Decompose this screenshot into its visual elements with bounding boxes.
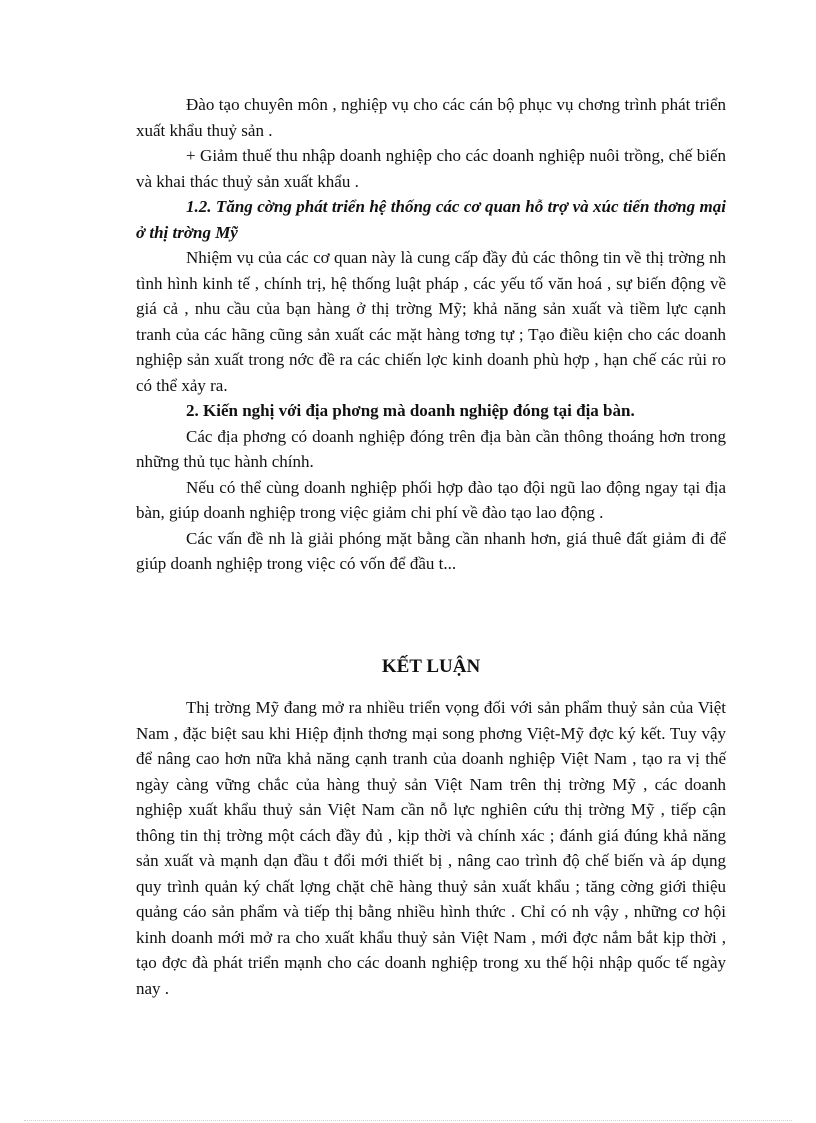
page-bottom-divider	[24, 1120, 792, 1121]
paragraph-local-training: Nếu có thể cùng doanh nghiệp phối hợp đào tạo đội ngũ lao động ngay tại địa bàn, giúp doanh nghiệp trong việc giảm chi phí về đào tạo lao động .	[136, 477, 726, 522]
subheading-2: 2. Kiến nghị với địa phơng mà doanh nghiệp đóng tại địa bàn.	[186, 401, 635, 420]
conclusion-body	[136, 695, 726, 1001]
conclusion-title: KẾT LUẬN	[381, 656, 481, 677]
body-text-top	[136, 92, 726, 577]
paragraph-training: Đào tạo chuyên môn , nghiệp vụ cho các cán bộ phục vụ chơng trình phát triển xuất khẩu thuỷ sản .	[136, 95, 726, 140]
paragraph-land-clearance: Các vấn đề nh là giải phóng mặt bằng cần nhanh hơn, giá thuê đất giảm đi để giúp doanh nghiệp trong việc có vốn để đầu t...	[136, 528, 726, 573]
subheading-1-2: 1.2. Tăng cờng phát triển hệ thống các cơ quan hỗ trợ và xúc tiến thơng mại ở thị trờng Mỹ	[136, 197, 726, 242]
paragraph-agency-tasks: Nhiệm vụ của các cơ quan này là cung cấp đầy đủ các thông tin về thị trờng nh tình hình kinh tế , chính trị, hệ thống luật pháp , các yếu tố văn hoá , sự biến động về giá cả , nhu cầu của bạn hàng ở thị trờng Mỹ; khả năng sản xuất và tiềm lực cạnh tranh của các hãng cũng sản xuất các mặt hàng tơng tự ; Tạo điều kiện cho các doanh nghiệp sản xuất trong nớc đề ra các chiến lợc kinh doanh phù hợp , hạn chế các rủi ro có thể xảy ra.	[136, 248, 726, 395]
paragraph-tax: + Giảm thuế thu nhập doanh nghiệp cho các doanh nghiệp nuôi trồng, chế biến và khai thác thuỷ sản xuất khẩu .	[136, 146, 726, 191]
paragraph-local-procedures: Các địa phơng có doanh nghiệp đóng trên địa bàn cần thông thoáng hơn trong những thủ tục hành chính.	[136, 426, 726, 471]
paragraph-conclusion: Thị trờng Mỹ đang mở ra nhiều triển vọng đối với sản phẩm thuỷ sản của Việt Nam , đặc biệt sau khi Hiệp định thơng mại song phơng Việt-Mỹ đợc ký kết. Tuy vậy để nâng cao hơn nữa khả năng cạnh tranh của doanh nghiệp Việt Nam , tạo ra vị thế ngày càng vững chắc của hàng thuỷ sản Việt Nam trên thị trờng Mỹ , các doanh nghiệp xuất khẩu thuỷ sản Việt Nam cần nỗ lực nghiên cứu thị trờng Mỹ , tiếp cận thông tin thị trờng một cách đầy đủ , kịp thời và chính xác ; đánh giá đúng khả năng sản xuất và mạnh dạn đầu t đổi mới thiết bị , nâng cao trình độ chế biến và áp dụng quy trình quản ký chất lợng chặt chẽ hàng thuỷ sản xuất khẩu ; tăng cờng giới thiệu quảng cáo sản phẩm và tiếp thị bằng nhiều hình thức . Chỉ có nh vậy , những cơ hội kinh doanh mới mở ra cho xuất khẩu thuỷ sản Việt Nam , mới đợc nắm bắt kịp thời , tạo đợc đà phát triển mạnh cho các doanh nghiệp trong xu thế hội nhập quốc tế ngày nay .	[136, 698, 726, 998]
